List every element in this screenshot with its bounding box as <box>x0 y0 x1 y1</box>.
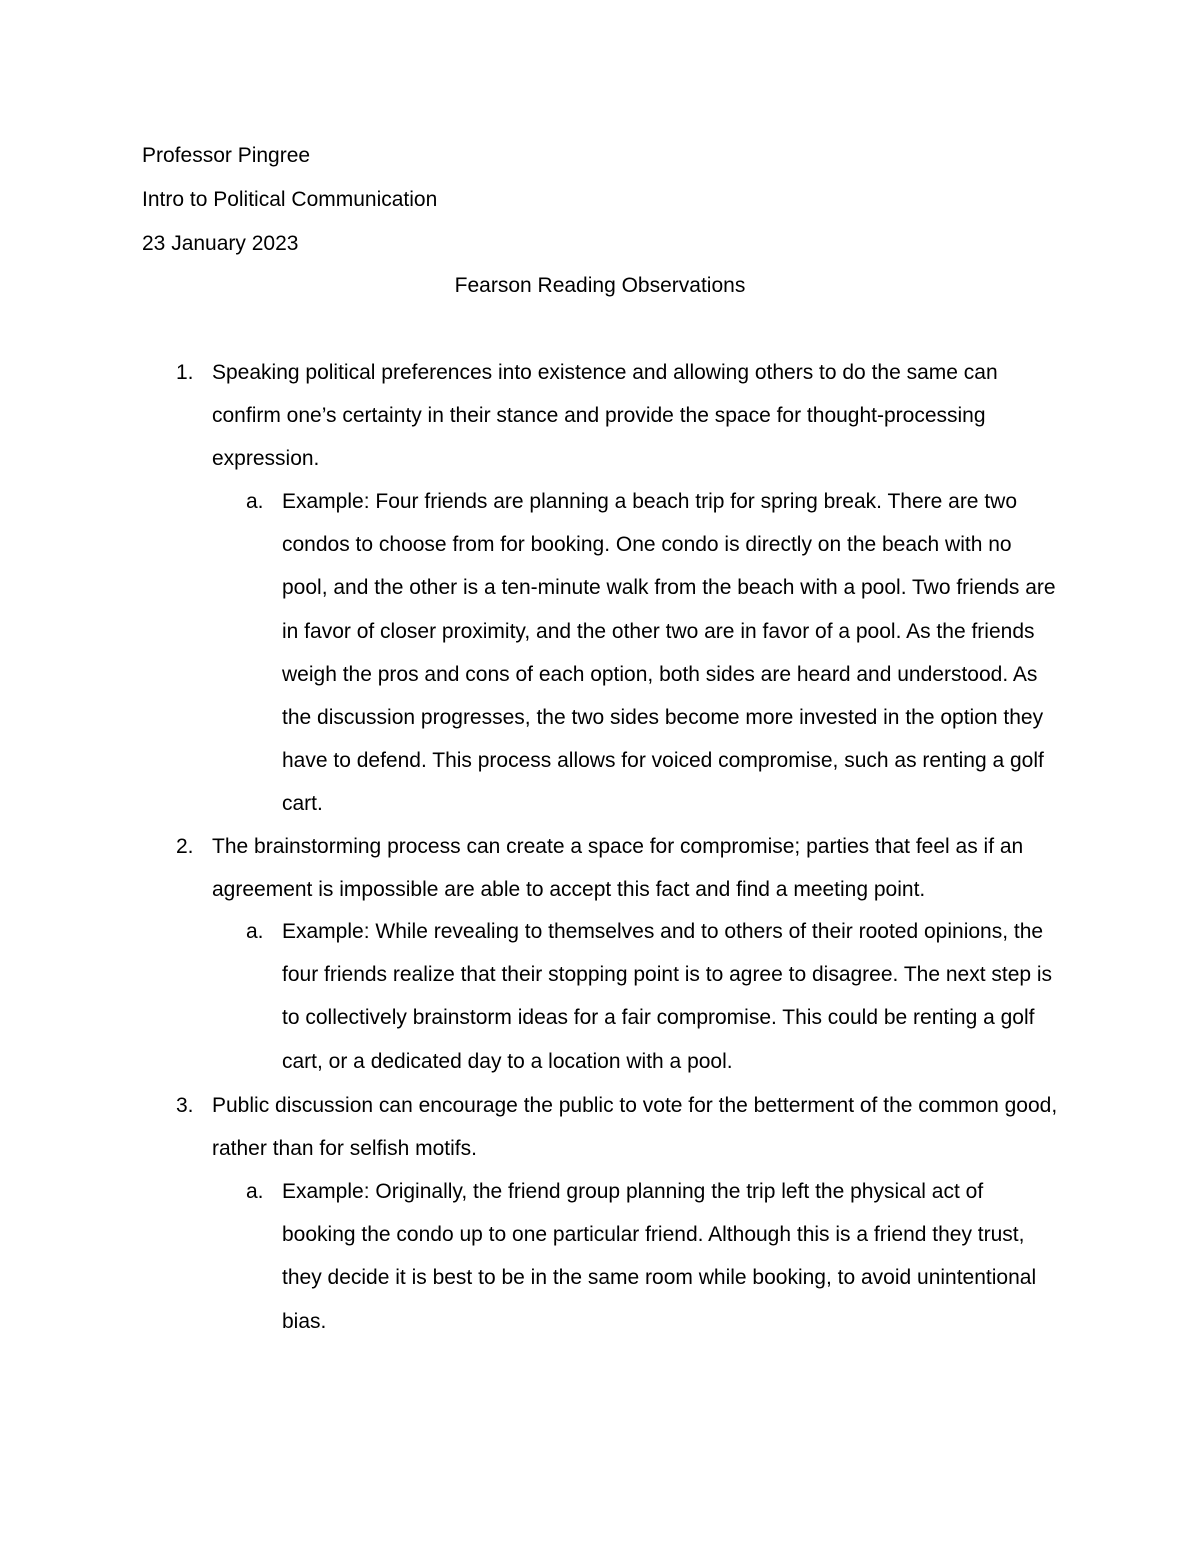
list-number: 1. <box>176 361 194 384</box>
sub-list-item-text: Example: While revealing to themselves and to others of their rooted opinions, the four friends realize that their stopping point is to agree to disagree. The next step is to collectively brainstorm ideas for a fair compromise. This could be renting a golf cart, or a dedicated day to a location with a pool. <box>282 920 1053 1073</box>
sub-list-item <box>212 910 1062 1083</box>
date: 23 January 2023 <box>142 232 299 255</box>
sub-list-item <box>212 1170 1062 1343</box>
sub-list-letter: a. <box>246 1180 264 1203</box>
list-item <box>142 825 1062 911</box>
list-number: 3. <box>176 1094 194 1117</box>
list-item <box>142 351 1062 481</box>
sub-list-letter: a. <box>246 920 264 943</box>
list-item-text: Speaking political preferences into existence and allowing others to do the same can confirm one’s certainty in their stance and provide the space for thought-processing expression. <box>212 361 998 471</box>
professor-name: Professor Pingree <box>142 144 311 167</box>
list-item-text: The brainstorming process can create a space for compromise; parties that feel as if an agreement is impossible are able to accept this fact and find a meeting point. <box>212 835 1024 902</box>
document-title: Fearson Reading Observations <box>454 274 746 297</box>
sub-list-item-text: Example: Four friends are planning a beach trip for spring break. There are two condos to choose from for booking. One condo is directly on the beach with no pool, and the other is a ten-minute walk from the beach with a pool. Two friends are in favor of closer proximity, and the other two are in favor of a pool. As the friends weigh the pros and cons of each option, both sides are heard and understood. As the discussion progresses, the two sides become more invested in the option they have to defend. This process allows for voiced compromise, such as renting a golf cart. <box>282 490 1056 816</box>
list-number: 2. <box>176 835 194 858</box>
list-item-text: Public discussion can encourage the public to vote for the betterment of the common good, rather than for selfish motifs. <box>212 1094 1058 1161</box>
sub-list-item-text: Example: Originally, the friend group planning the trip left the physical act of booking the condo up to one particular friend. Although this is a friend they trust, they decide it is best to be in the same room while booking, to avoid unintentional bias. <box>282 1180 1037 1333</box>
sub-list-letter: a. <box>246 490 264 513</box>
course-name: Intro to Political Communication <box>142 188 438 211</box>
list-item <box>142 1084 1062 1170</box>
sub-list-item <box>212 480 1062 826</box>
